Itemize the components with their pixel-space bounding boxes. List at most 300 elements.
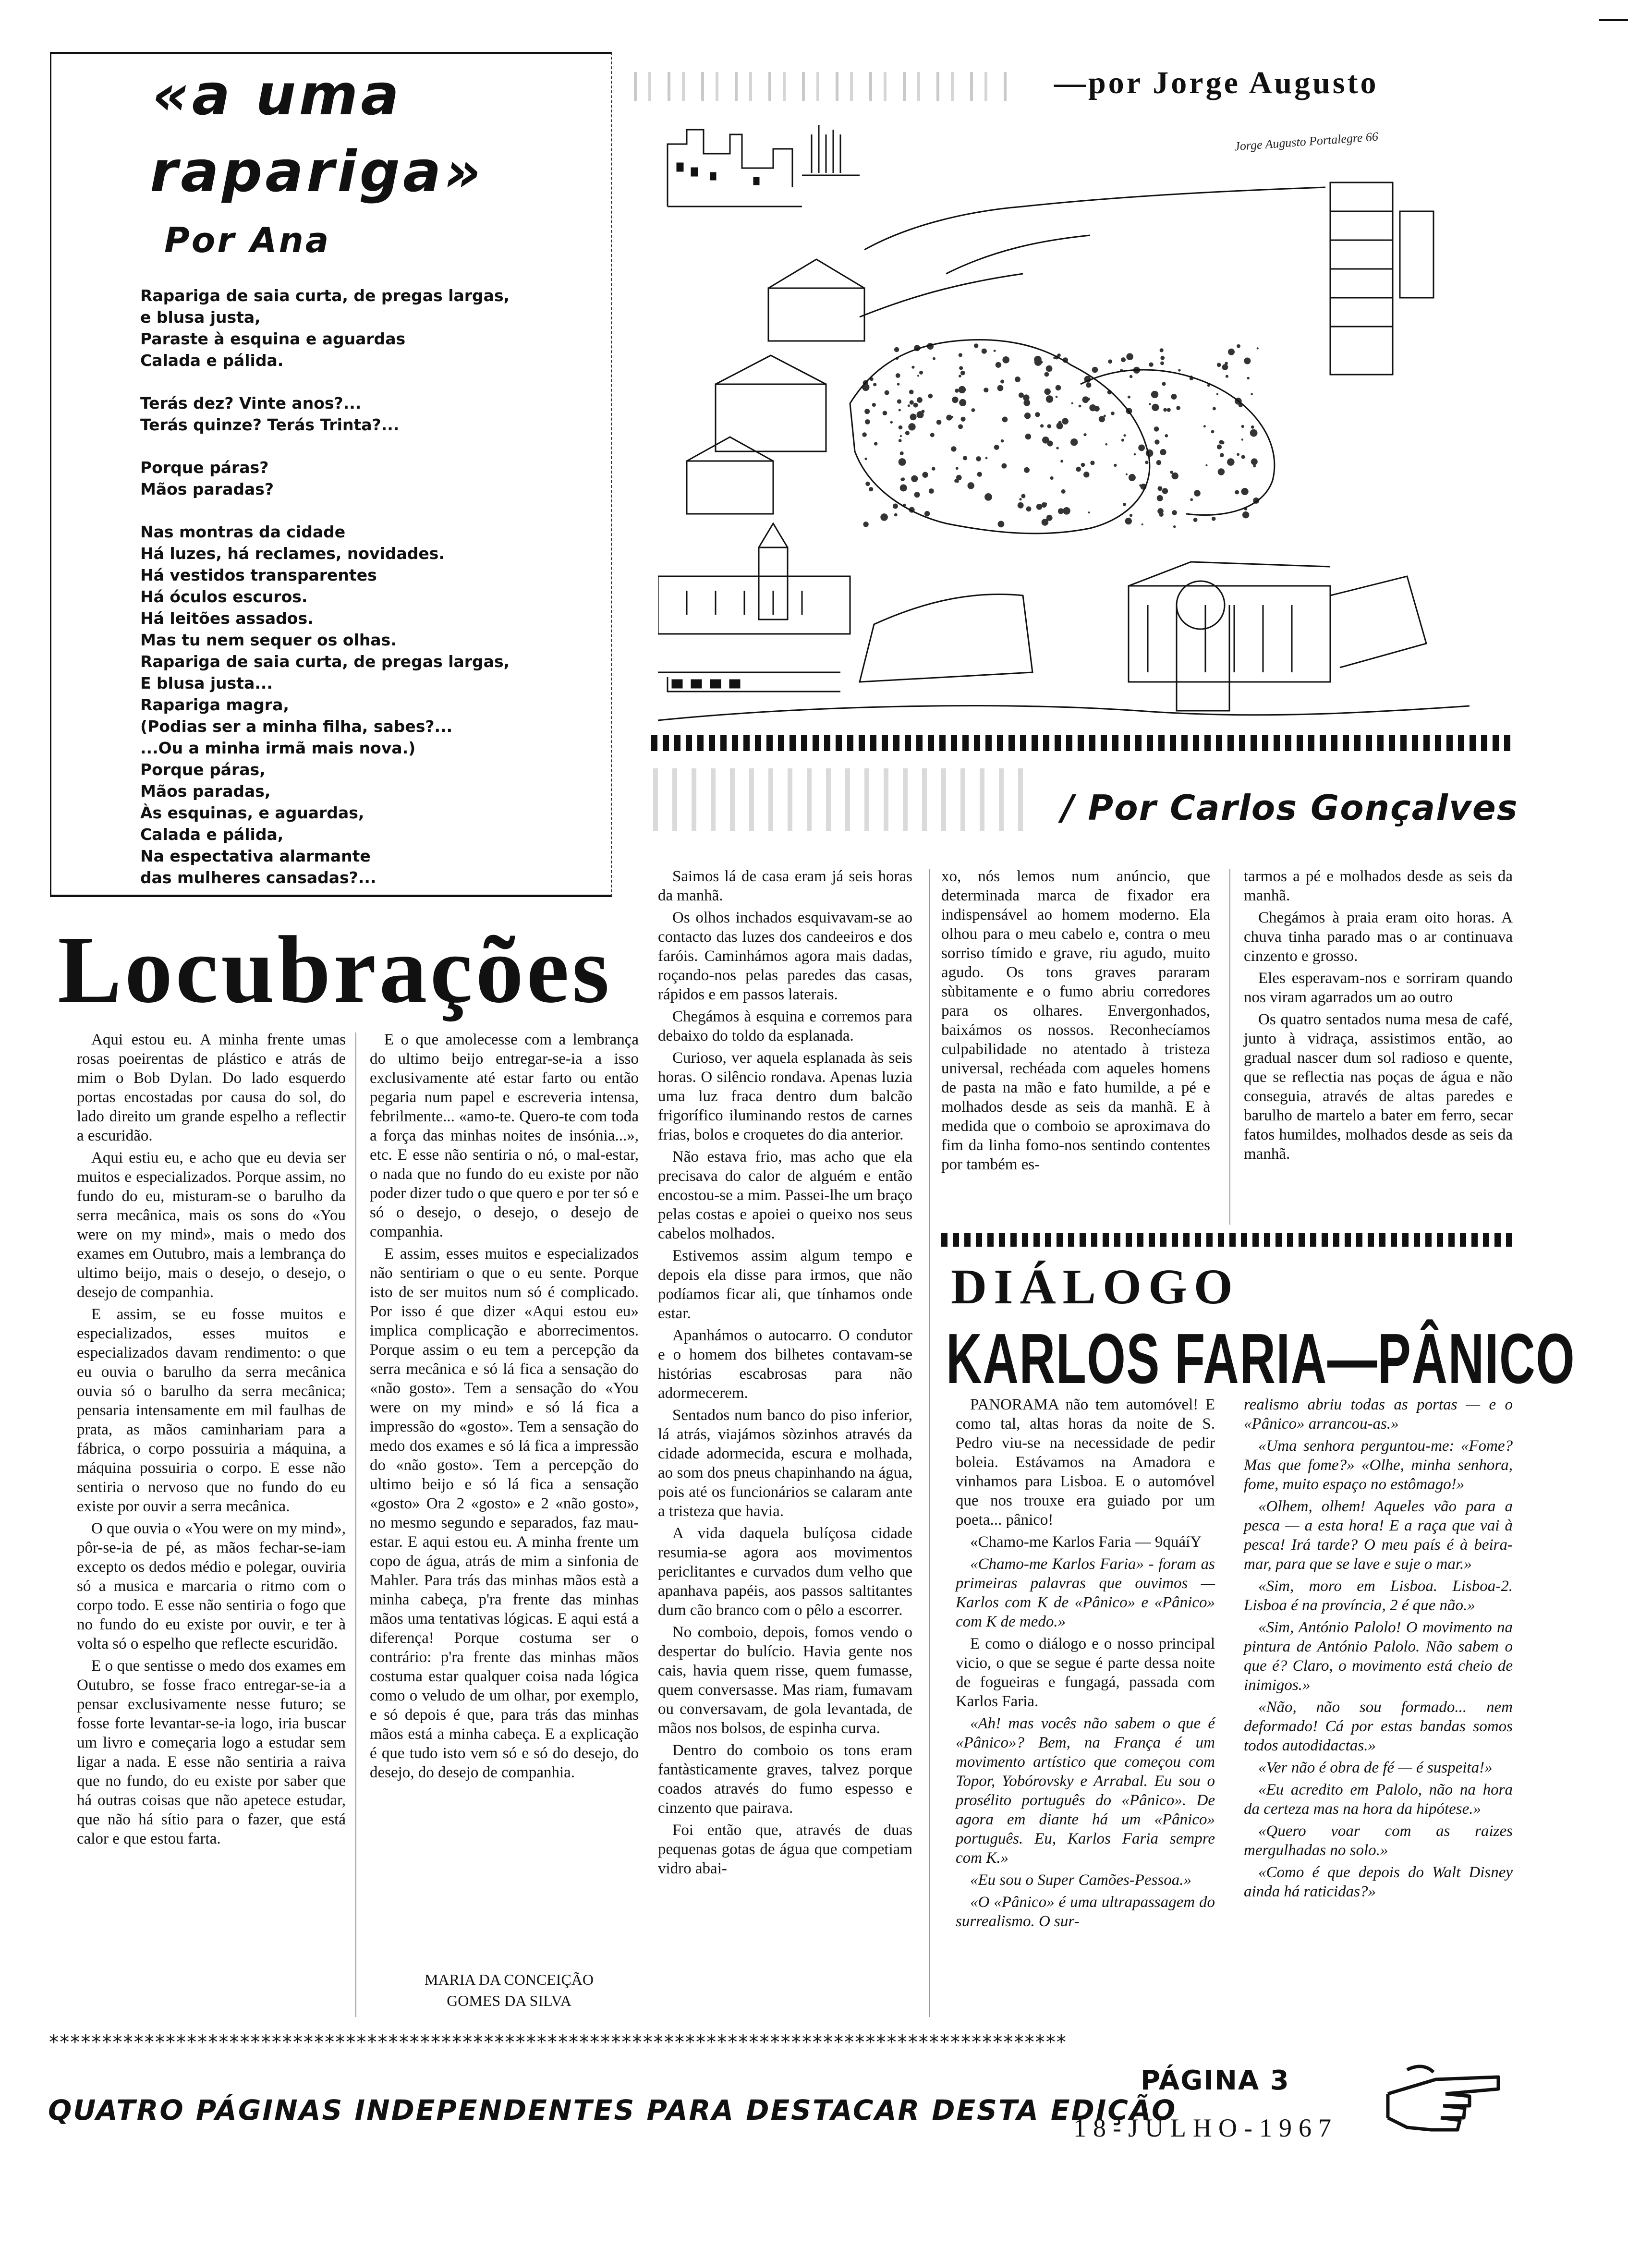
tree-foliage-mark: [900, 435, 902, 437]
paragraph: Não estava frio, mas acho que ela precisava do calor de alguém e então encostou-se a mim. Passei-lhe um braço pelas costas e apoiei o queixo nos seus cabelos molhados.: [658, 1148, 912, 1242]
tree-foliage-mark: [1120, 369, 1123, 372]
tree-foliage-mark: [1129, 474, 1136, 481]
tree-foliage-mark: [1211, 430, 1215, 434]
tree-foliage-mark: [1036, 504, 1043, 510]
tree-foliage-mark: [1063, 357, 1068, 363]
poem-line: Às esquinas, e aguardas,: [140, 803, 364, 822]
city-illustration: [658, 115, 1470, 730]
tree-foliage-mark: [1138, 445, 1145, 451]
tree-foliage-mark: [1162, 382, 1166, 386]
crop-mark: [1599, 19, 1628, 21]
tree-foliage-mark: [1076, 467, 1081, 472]
paragraph: Sentados num banco do piso inferior, lá atrás, viajámos sòzinhos através da cidade adormecida, escura e molhada, ao som dos pneus chapinhando na água, pois até os funcionários se calaram ante a tristeza que havia.: [658, 1407, 912, 1520]
tree-foliage-mark: [872, 403, 876, 407]
poem-line: Paraste à esquina e aguardas: [140, 329, 406, 348]
tree-foliage-mark: [1194, 490, 1201, 497]
tree-foliage-mark: [936, 420, 942, 425]
tree-foliage-mark: [996, 362, 1001, 368]
dialogo-separator: [941, 1233, 1513, 1247]
poem-line: e blusa justa,: [140, 308, 261, 327]
poem-line: Há luzes, há reclames, novidades.: [140, 544, 445, 563]
tree-foliage-mark: [1253, 498, 1259, 504]
footer-slogan: QUATRO PÁGINAS INDEPENDENTES PARA DESTACAR DESTA EDIÇÃO: [48, 2094, 1177, 2126]
tree-foliage-mark: [1000, 380, 1004, 384]
tree-foliage-mark: [951, 416, 953, 418]
paragraph: xo, nós lemos num anúncio, que determinada marca de fixador era indispensável ao homem moderno. Ela olhou para o meu cabelo e, contra o meu sorriso tímido e grave, riu agudo, muito agudo. Os tons graves pararam sùbitamente e o fumo abriu corredores para os olhares. Envergonhados, baixámos os nossos. Reconhecíamos culpabilidade no atentado à tristeza universal, rechéada com aqueles homens de pasta na mão e fato humilde, a pé e molhados desde as seis da manhã. E à medida que o comboio se aproximava do fim da linha fomo-nos sentindo contentes por também es-: [941, 868, 1210, 1173]
poem-line: (Podias ser a minha filha, sabes?...: [140, 717, 453, 736]
tree-foliage-mark: [914, 345, 920, 351]
tree-foliage-mark: [1257, 347, 1259, 349]
poem-stanza: [140, 521, 601, 888]
paragraph: Aqui estiu eu, e acho que eu devia ser muitos e especializados. Porque assim, no fundo do eu, misturam-se o barulho da serra mecânica, mais os sons do «You were on my mind», mais o medo dos exames em Outubro, mais a lembrança do ultimo beijo, mais o desejo, o desejo, o desejo de companhia.: [77, 1149, 346, 1301]
tree-foliage-mark: [1165, 434, 1168, 437]
tree-foliage-mark: [951, 446, 956, 451]
poem-line: Porque páras?: [140, 458, 269, 477]
tree-foliage-mark: [1046, 515, 1053, 521]
tree-foliage-mark: [1235, 398, 1242, 405]
paragraph: «Uma senhora perguntou-me: «Fome? Mas que fome?» «Olhe, minha senhora, fome, muito espaço no estômago!»: [1244, 1437, 1513, 1493]
poem-stanza: [140, 457, 601, 500]
tree-foliage-mark: [900, 485, 907, 492]
tree-foliage-mark: [982, 349, 987, 354]
tree-foliage-mark: [1050, 476, 1054, 480]
poem-line: Mãos paradas,: [140, 782, 271, 801]
tree-foliage-mark: [1173, 525, 1176, 528]
poem-line: Rapariga magra,: [140, 695, 289, 714]
tree-foliage-mark: [917, 375, 919, 377]
artist-signature: Jorge Augusto Portalegre 66: [1234, 129, 1379, 154]
poem-line: ...Ou a minha irmã mais nova.): [140, 739, 416, 757]
tree-foliage-mark: [1002, 356, 1009, 364]
tree-foliage-mark: [921, 410, 924, 413]
paragraph: tarmos a pé e molhados desde as seis da manhã.: [1244, 868, 1513, 904]
poem-author: Por Ana: [164, 220, 331, 260]
tree-foliage-mark: [933, 357, 935, 360]
tree-foliage-mark: [874, 442, 877, 445]
tree-foliage-mark: [1149, 403, 1151, 405]
tree-foliage-mark: [960, 417, 965, 422]
tree-foliage-mark: [870, 377, 874, 381]
locubracoes-title: Locubrações: [58, 917, 612, 1023]
tree-foliage-mark: [959, 399, 966, 406]
tree-foliage-mark: [1089, 404, 1096, 411]
paragraph: E assim, esses muitos e especializados não sentiriam o que o eu sente. Porque isto de ser muitos num só é complicado. Por isso é que dizer «Aqui estou eu» implica complicação e aborrecimentos. Porque assim o eu tem a percepção da serra mecânica e só lá fica a sensação do «não gosto». Tem a sensação do «You were on my mind» e só lá fica a impressão do «gosto». Tem a sensação do medo dos exames e só lá fica a impressão do «não gosto». Tem a percepção do ultimo beijo e só lá fica a sensação «gosto» Ora 2 «gosto» e 2 «não gosto», no mesmo segundo e separados, faz mau-estar. E aqui estou eu. A minha frente um copo de água, atrás de mim a sinfonia de Mahler. Para trás das minhas mãos està a minha cabeça, p'ra frente das minhas mãos uma tentativas lógicas. E aqui está a diferença! Porque costuma ser o contrário: p'ra frente das minhas mãos costuma estar qualquer coisa nada lógica como o veludo de um olhar, por exemplo, e só depois é que, para trás das minhas mãos está a minha cabeça. E a explicação é que tudo isto vem só e só do desejo, do desejo, do desejo de companhia.: [370, 1245, 639, 1781]
paragraph: A vida daquela bulíçosa cidade resumia-se agora aos movimentos periclitantes e curvados dum velho que apanhava papéis, aos passos saltitantes dum cão branco com o pêlo a escorrer.: [658, 1525, 912, 1619]
tree-foliage-mark: [911, 475, 918, 482]
tree-foliage-mark: [1251, 425, 1254, 429]
tree-foliage-mark: [997, 385, 1004, 391]
poem-line: Há vestidos transparentes: [140, 566, 377, 584]
paragraph: E assim, se eu fosse muitos e especializados, esses muitos e especializados davam rendimento: o que eu ouvia o barulho da serra mecânica ouvia só o barulho da serra mecânica; pensaria intensamente em mil faulhas de prata, as mãos caminhariam para a fábrica, o corpo possuiria a máquina, a máquina possuiria o corpo. E esse não sentiria o nervoso que no fundo do eu existe por ouvir a serra mecânica.: [77, 1306, 346, 1515]
tree-foliage-mark: [1025, 434, 1031, 439]
dialogo-title: KARLOS FARIA—PÂNICO: [946, 1319, 1576, 1398]
stars-rule: ************************************************************************************************: [48, 2031, 1066, 2053]
tree-foliage-mark: [873, 383, 876, 386]
tree-foliage-mark: [1160, 348, 1164, 352]
tree-foliage-mark: [1126, 474, 1128, 475]
tree-foliage-mark: [1142, 523, 1143, 525]
tree-foliage-mark: [901, 477, 905, 481]
tree-foliage-mark: [897, 399, 901, 403]
issue-date: 18-JULHO-1967: [1073, 2113, 1338, 2142]
tree-foliage-mark: [864, 458, 867, 460]
tree-foliage-mark: [1053, 357, 1056, 359]
tree-foliage-mark: [1123, 503, 1126, 506]
tree-foliage-mark: [960, 371, 965, 376]
tree-foliage-mark: [958, 424, 963, 429]
poem-line: Rapariga de saia curta, de pregas largas,: [140, 652, 510, 671]
tree-foliage-mark: [1071, 402, 1073, 404]
tree-foliage-mark: [1046, 365, 1053, 372]
tree-foliage-mark: [1084, 376, 1091, 383]
jorge-augusto-byline: —por Jorge Augusto: [1054, 65, 1379, 100]
tree-foliage-mark: [1002, 417, 1008, 423]
tree-foliage-mark: [1026, 506, 1032, 511]
tree-foliage-mark: [1047, 424, 1052, 428]
tree-foliage-mark: [862, 384, 869, 391]
section-separator: [651, 735, 1511, 751]
tree-foliage-mark: [1087, 398, 1090, 401]
paragraph: «Como é que depois do Walt Disney ainda há raticidas?»: [1244, 1864, 1513, 1900]
tree-foliage-mark: [1086, 382, 1091, 388]
tree-foliage-mark: [1149, 363, 1153, 367]
tree-foliage-mark: [1160, 449, 1166, 455]
tree-foliage-mark: [924, 511, 930, 516]
tree-foliage-mark: [1125, 518, 1132, 524]
column-rule: [929, 869, 930, 2017]
tree-foliage-mark: [1218, 468, 1225, 475]
tree-foliage-mark: [1056, 385, 1061, 391]
paragraph: Apanhámos o autocarro. O condutor e o homem dos bilhetes contavam-se histórias escabrosas para não adormecerem.: [658, 1327, 912, 1402]
tree-foliage-mark: [946, 415, 952, 421]
tree-foliage-mark: [956, 467, 959, 470]
tree-foliage-mark: [909, 390, 914, 395]
tree-foliage-mark: [1130, 514, 1132, 517]
paragraph: Curioso, ver aquela esplanada às seis horas. O silêncio rondava. Apenas luzia uma luz fraca dentro dum balcão frigorífico iluminando restos de carnes frias, bolos e croquetes do dia anterior.: [658, 1049, 912, 1143]
tree-foliage-mark: [1178, 369, 1180, 371]
author-line2: GOMES DA SILVA: [447, 1992, 571, 2009]
carlos-story-col1: [658, 867, 912, 1881]
tree-foliage-mark: [1251, 393, 1253, 395]
tree-foliage-mark: [894, 513, 898, 517]
paragraph: E o que sentisse o medo dos exames em Outubro, se fosse fraco entregar-se-ia a pensar exclusivamente nesse futuro; se fosse forte levantar-se-ia logo, iria buscar um livro e começaria logo a estudar sem ligar a nada. E esse não sentiria a raiva que no fundo, do eu existe por saber que há outras coisas que não apetece estudar, que não há sítio para o fazer, que está calor e que estou farta.: [77, 1657, 346, 1847]
tree-foliage-mark: [1034, 356, 1042, 364]
tree-foliage-mark: [1070, 438, 1078, 446]
tree-foliage-mark: [863, 522, 868, 527]
tree-foliage-mark: [1021, 494, 1025, 498]
tree-foliage-mark: [1083, 472, 1089, 477]
tree-foliage-mark: [1023, 400, 1030, 406]
tree-foliage-mark: [994, 350, 996, 352]
tree-foliage-mark: [1213, 407, 1216, 410]
poem-body: [140, 285, 601, 910]
tree-foliage-mark: [1130, 375, 1132, 378]
tree-foliage-mark: [994, 445, 999, 450]
tree-foliage-mark: [1157, 508, 1164, 514]
tree-foliage-mark: [1060, 460, 1063, 463]
tree-foliage-mark: [984, 388, 988, 392]
tree-foliage-mark: [909, 507, 915, 513]
tree-foliage-mark: [1121, 357, 1126, 362]
tree-foliage-mark: [1128, 396, 1130, 399]
tree-foliage-mark: [1114, 464, 1117, 467]
poem-stanza: [140, 285, 601, 371]
paragraph: «Sim, António Palolo! O movimento na pintura de António Palolo. Não sabem o que é? Claro, o movimento está cheio de inimigos.»: [1244, 1619, 1513, 1694]
paragraph: Eles esperavam-nos e sorriram quando nos viram agarrados um ao outro: [1244, 970, 1513, 1006]
tree-foliage-mark: [903, 504, 906, 507]
tree-foliage-mark: [1241, 438, 1243, 440]
tree-foliage-mark: [1079, 405, 1081, 408]
tree-foliage-mark: [1190, 376, 1193, 380]
carlos-story-col2: [941, 867, 1210, 1177]
tree-foliage-mark: [896, 357, 899, 360]
tree-foliage-mark: [1063, 507, 1070, 515]
poem-line: Nas montras da cidade: [140, 522, 346, 541]
tree-foliage-mark: [1045, 372, 1049, 377]
pointing-hand-icon: [1378, 2051, 1503, 2147]
tree-foliage-mark: [1018, 502, 1024, 509]
tree-foliage-mark: [1216, 393, 1218, 395]
tree-foliage-mark: [1217, 445, 1222, 449]
poem-line: Calada e pálida,: [140, 825, 284, 844]
tree-foliage-mark: [1145, 461, 1148, 464]
tree-foliage-mark: [1062, 418, 1069, 425]
paragraph: Chegámos à esquina e corremos para debaixo do toldo da esplanada.: [658, 1008, 912, 1044]
tree-foliage-mark: [1121, 439, 1124, 442]
paragraph: «Quero voar com as raizes mergulhadas no solo.»: [1244, 1822, 1513, 1859]
tree-foliage-mark: [899, 458, 906, 466]
tree-foliage-mark: [1235, 490, 1239, 495]
tree-foliage-mark: [1167, 408, 1171, 412]
tree-foliage-mark: [1190, 498, 1193, 501]
paragraph: «Eu sou o Super Camões-Pessoa.»: [970, 1871, 1192, 1889]
paragraph: Os quatro sentados numa mesa de café, junto à vidraça, assistimos então, ao gradual nascer dum sol radioso e quente, que se reflectia nas poças de água e não conseguia, através de altas paredes e barulho de martelo a bater em ferro, secar fatos humildes, molhados desde as seis da manhã.: [1244, 1011, 1513, 1163]
paragraph: «Eu acredito em Palolo, não na hora da certeza mas na hora da hipótese.»: [1244, 1781, 1513, 1818]
tree-foliage-mark: [919, 371, 923, 375]
tree-foliage-mark: [955, 389, 959, 392]
tree-foliage-mark: [977, 472, 982, 477]
tree-foliage-mark: [1151, 391, 1158, 398]
poem-line: Mas tu nem sequer os olhas.: [140, 631, 397, 649]
tree-foliage-mark: [1156, 460, 1162, 465]
tree-foliage-mark: [917, 397, 923, 403]
tree-foliage-mark: [1176, 406, 1180, 410]
tree-foliage-mark: [1126, 408, 1132, 414]
tree-foliage-mark: [1241, 455, 1245, 459]
tree-foliage-mark: [900, 451, 904, 455]
tree-foliage-mark: [929, 488, 934, 494]
tree-foliage-mark: [1045, 389, 1051, 395]
page-number: PÁGINA 3: [1141, 2065, 1290, 2096]
tree-foliage-mark: [974, 343, 978, 348]
tree-foliage-mark: [908, 423, 915, 430]
tree-foliage-mark: [897, 383, 900, 386]
locubracoes-author: [375, 1969, 644, 2011]
tree-foliage-mark: [1154, 439, 1159, 444]
poem-line: Calada e pálida.: [140, 351, 284, 370]
tree-foliage-mark: [1221, 441, 1225, 444]
tree-foliage-mark: [964, 458, 967, 461]
tree-foliage-mark: [1163, 408, 1167, 412]
paragraph: realismo abriu todas as portas — e o «Pânico» arrancou-as.»: [1244, 1396, 1513, 1433]
poem-line: Há leitões assados.: [140, 609, 314, 628]
poem-line: Rapariga de saia curta, de pregas largas,: [140, 286, 510, 305]
tree-foliage-mark: [1217, 363, 1221, 367]
paragraph: Foi então que, através de duas pequenas gotas de água que competiam vidro abai-: [658, 1822, 912, 1877]
tree-foliage-mark: [865, 482, 870, 486]
tree-foliage-mark: [1241, 488, 1249, 495]
paragraph: «Ah! mas vocês não sabem o que é «Pânico»? Bem, na França é um movimento artístico que começou com Topor, Yobórovsky e Arrabal. Eu sou o prosélito português do «Pânico». De agora em diante há um «Pânico» português. Eu, Karlos Faria sempre com K.»: [956, 1715, 1215, 1867]
tree-foliage-mark: [1057, 424, 1063, 429]
tree-foliage-mark: [1045, 502, 1047, 505]
tree-foliage-mark: [1203, 425, 1206, 427]
tree-foliage-mark: [932, 467, 935, 471]
carlos-byline: / Por Carlos Gonçalves: [1061, 788, 1518, 828]
tree-foliage-mark: [1024, 413, 1031, 419]
locubracoes-col1: [77, 1030, 346, 1851]
tree-foliage-mark: [1162, 488, 1168, 494]
tree-foliage-mark: [1047, 440, 1053, 446]
poem-line: Terás dez? Vinte anos?...: [140, 394, 362, 413]
tree-foliage-mark: [1141, 484, 1147, 490]
tree-foliage-mark: [972, 408, 975, 412]
tree-foliage-mark: [927, 343, 934, 350]
tree-foliage-mark: [1222, 364, 1228, 370]
tree-foliage-mark: [1227, 458, 1235, 466]
tree-foliage-mark: [1220, 453, 1224, 457]
tree-foliage-mark: [1046, 395, 1053, 402]
tree-foliage-mark: [1241, 425, 1244, 428]
tree-foliage-mark: [899, 409, 901, 412]
tree-foliage-mark: [1158, 486, 1163, 491]
tree-foliage-mark: [1247, 377, 1250, 379]
tree-foliage-mark: [1237, 344, 1240, 348]
faded-title-mark: [653, 768, 1037, 831]
tree-foliage-mark: [1081, 463, 1085, 467]
tree-foliage-mark: [1146, 449, 1154, 457]
tree-foliage-mark: [1226, 375, 1228, 378]
tree-foliage-mark: [1092, 367, 1098, 373]
carlos-story-col3: [1244, 867, 1513, 1166]
tree-foliage-mark: [1061, 489, 1066, 494]
tree-foliage-mark: [959, 353, 962, 357]
paragraph: Saimos lá de casa eram já seis horas da manhã.: [658, 868, 912, 904]
tree-foliage-mark: [959, 375, 961, 377]
tree-foliage-mark: [1242, 511, 1249, 518]
paragraph: «Ver não é obra de fé — é suspeita!»: [1258, 1759, 1493, 1776]
tree-foliage-mark: [1019, 392, 1024, 398]
tree-foliage-mark: [984, 493, 992, 501]
tree-foliage-mark: [1123, 434, 1126, 437]
paragraph: E como o diálogo e o nosso principal vicio, o que se segue é parte dessa noite de fogueiras e fungagá, passada com Karlos Faria.: [956, 1635, 1215, 1710]
tree-foliage-mark: [1172, 510, 1177, 515]
dialogo-col2: [1244, 1395, 1513, 1904]
tree-foliage-mark: [1058, 421, 1062, 424]
tree-foliage-mark: [899, 439, 902, 442]
paragraph: Aqui estou eu. A minha frente umas rosas poeirentas de plástico e atrás de mim o Bob Dylan. Do lado esquerdo portas encostadas por causa do sol, do lado direito um grande espelho a reflectir a escuridão.: [77, 1031, 346, 1144]
column-rule: [355, 1032, 356, 2017]
tree-foliage-mark: [894, 347, 899, 352]
poem-title-line1: «a uma: [152, 61, 402, 128]
tree-foliage-mark: [1001, 463, 1007, 469]
poem-line: Na espectativa alarmante: [140, 847, 371, 865]
tree-foliage-mark: [1205, 464, 1207, 466]
dialogo-kicker: DIÁLOGO: [951, 1259, 1239, 1314]
paragraph: «Olhem, olhem! Aqueles vão para a pesca — a esta hora! E a raça que vai à pesca! Irá tarde? O meu país é à beira-mar, para que se lave e suje o mar.»: [1244, 1498, 1513, 1573]
tree-foliage-mark: [1040, 424, 1044, 427]
tree-foliage-mark: [1105, 443, 1107, 446]
tree-foliage-mark: [899, 425, 903, 430]
tree-foliage-mark: [928, 394, 933, 399]
tree-foliage-mark: [880, 513, 888, 521]
tree-foliage-mark: [1056, 396, 1058, 398]
tree-foliage-mark: [1251, 458, 1258, 465]
tree-foliage-mark: [910, 413, 917, 420]
tree-foliage-mark: [959, 366, 963, 370]
tree-foliage-mark: [864, 409, 870, 414]
tree-foliage-mark: [1056, 447, 1058, 449]
tree-foliage-mark: [1193, 518, 1198, 522]
dialogo-col1: [956, 1395, 1215, 1934]
tree-foliage-mark: [1228, 349, 1235, 355]
author-line1: MARIA DA CONCEIÇÃO: [424, 1971, 594, 1988]
poem-line: Porque páras,: [140, 760, 266, 779]
tree-foliage-mark: [1134, 453, 1136, 456]
tree-foliage-mark: [1160, 356, 1165, 360]
tree-foliage-mark: [930, 433, 935, 437]
tree-foliage-mark: [952, 399, 957, 403]
tree-foliage-mark: [1244, 507, 1248, 510]
paragraph: «O «Pânico» é uma ultrapassagem do surrealismo. O sur-: [956, 1894, 1215, 1930]
tree-foliage-mark: [1157, 495, 1163, 501]
tree-foliage-mark: [893, 504, 898, 509]
tree-foliage-mark: [913, 403, 918, 408]
tree-foliage-mark: [1154, 426, 1159, 432]
tree-foliage-mark: [1171, 394, 1177, 400]
column-rule: [1229, 869, 1230, 1225]
tree-foliage-mark: [1133, 367, 1140, 374]
tree-foliage-mark: [862, 432, 867, 437]
tree-foliage-mark: [959, 386, 966, 393]
tree-foliage-mark: [908, 404, 910, 407]
paragraph: «Chamo-me Karlos Faria» - foram as primeiras palavras que ouvimos — Karlos com K de «Pânico» e «Pânico» com K de medo.»: [956, 1555, 1215, 1630]
tree-foliage-mark: [883, 411, 887, 415]
paragraph: O que ouvia o «You were on my mind», pôr-se-ia de pé, as mãos fechar-se-iam excepto os dedos médio e polegar, ouviria só a musica e marcaria o ritmo com o corpo todo. E esse não sentiria o fogo que no fundo do eu existe por ouvir, e ter à volta só o espelho que reflecte escuridão.: [77, 1520, 346, 1652]
tree-foliage-mark: [1126, 353, 1133, 360]
paragraph: E o que amolecesse com a lembrança do ultimo beijo entregar-se-ia a isso exclusivamente até estar farto ou então pegaria num papel e escreveria intensa, febrilmente... «amo-te. Quero-te com toda a força das minhas noites de insónia...», etc. E esse não sentiria o nó, o mal-estar, o nada que no fundo do eu existe por não poder dizer tudo o que quero e por ter só e só o desejo, o desejo, o desejo de companhia.: [370, 1031, 639, 1240]
tree-foliage-mark: [1212, 517, 1216, 521]
tree-foliage-mark: [1019, 498, 1021, 500]
poem-box: [50, 52, 612, 897]
paragraph: PANORAMA não tem automóvel! E como tal, altas horas da noite de S. Pedro viu-se na necessidade de pedir boleia. Estávamos na Amadora e vinhamos para Lisboa. E o automóvel que nos trouxe era guiado por um poeta... pânico!: [956, 1396, 1215, 1529]
tree-foliage-mark: [968, 482, 974, 489]
poem-line: Há óculos escuros.: [140, 587, 308, 606]
tree-foliage-mark: [1172, 473, 1178, 479]
tree-foliage-mark: [1237, 453, 1239, 456]
poem-line: Mãos paradas?: [140, 480, 274, 498]
paragraph: Os olhos inchados esquivavam-se ao contacto das luzes dos candeeiros e dos faróis. Caminhámos agora mais dadas, roçando-nos pelas paredes das casas, rápidos e em passos laterais.: [658, 909, 912, 1003]
paragraph: «Sim, moro em Lisboa. Lisboa-2. Lisboa é na província, 2 é que não.»: [1244, 1578, 1513, 1614]
tree-foliage-mark: [914, 492, 920, 498]
tree-foliage-mark: [1207, 384, 1210, 387]
tree-foliage-mark: [1104, 415, 1106, 417]
tree-foliage-mark: [1090, 461, 1094, 465]
tree-foliage-mark: [985, 457, 988, 460]
paragraph: Chegámos à praia eram oito horas. A chuva tinha parado mas o ar continuava cinzento e grosso.: [1244, 909, 1513, 965]
tree-foliage-mark: [865, 419, 870, 425]
tree-foliage-mark: [1001, 439, 1004, 443]
poem-line: Terás quinze? Terás Trinta?...: [140, 415, 400, 434]
